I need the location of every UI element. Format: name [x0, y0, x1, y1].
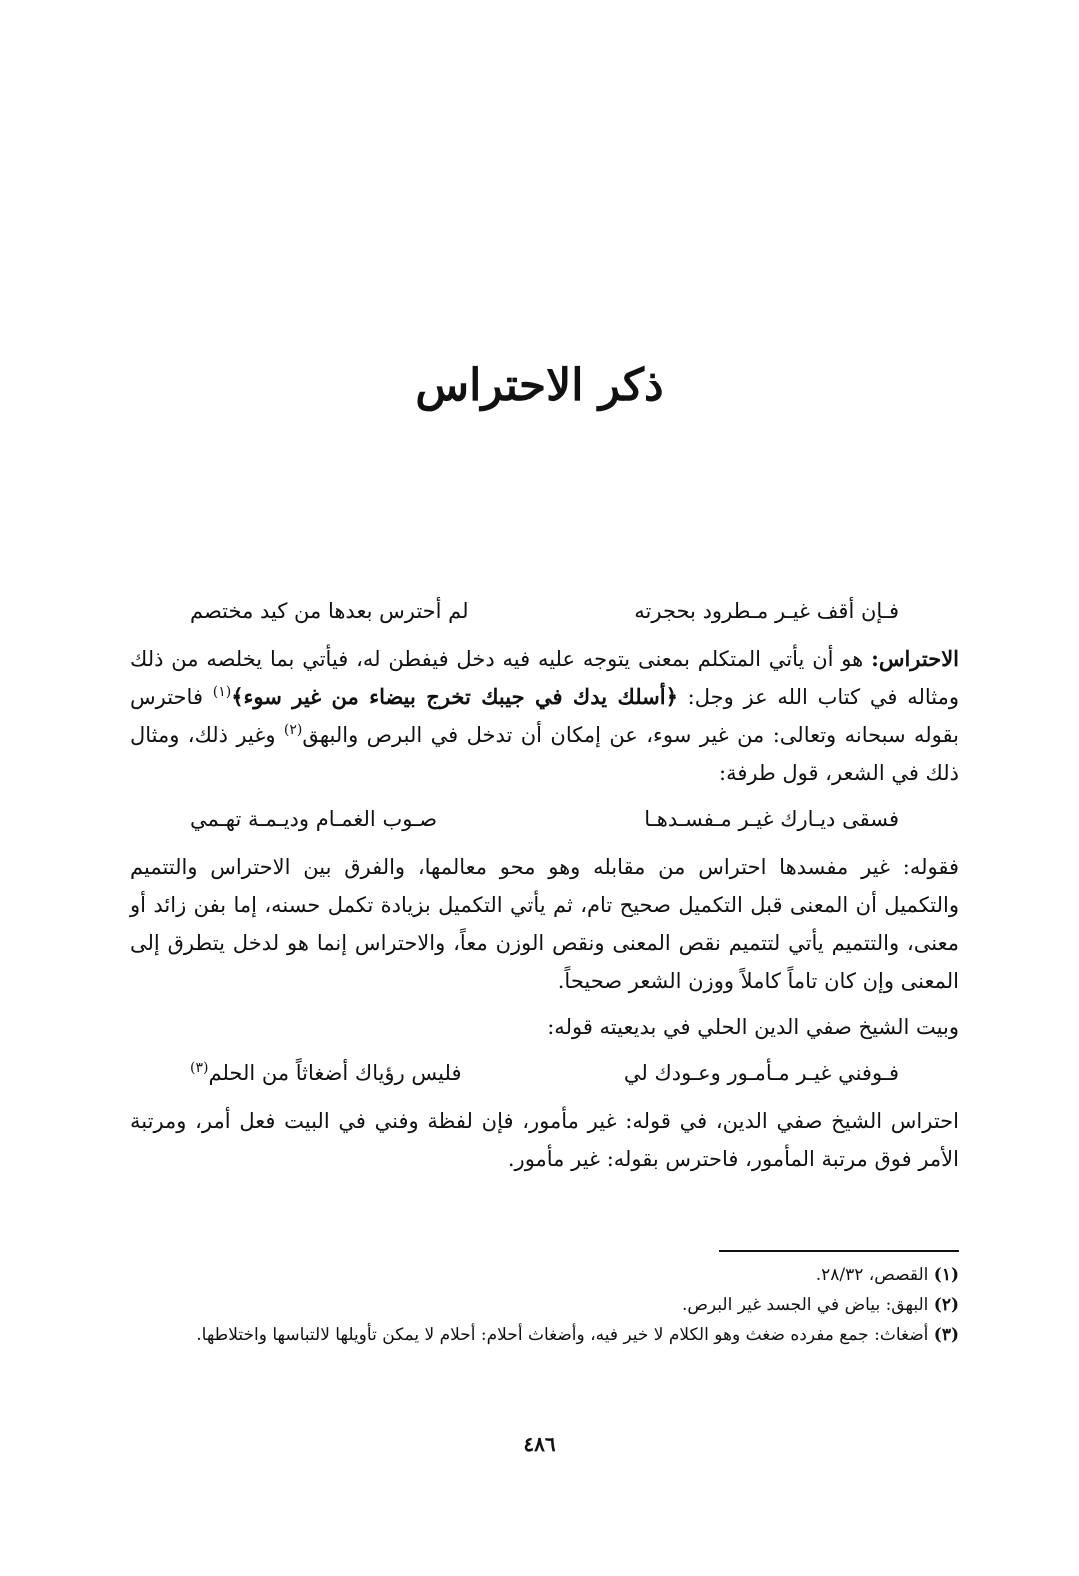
main-text — [130, 588, 959, 1186]
verse-1-hemistich-2: لم أحترس بعدها من كيد مختصم — [190, 599, 469, 623]
footnote-2 — [135, 1290, 959, 1320]
footnote-2-number: (٢) — [933, 1295, 959, 1315]
verse-3 — [130, 1054, 959, 1092]
footnote-3 — [135, 1320, 959, 1350]
verse-1 — [130, 592, 959, 630]
footnotes — [135, 1260, 959, 1350]
verse-3-hemistich-1: فـوفني غيـر مـأمـور وعـودك لي — [623, 1061, 899, 1085]
paragraph-4: احتراس الشيخ صفي الدين، في قوله: غير مأمور، فإن لفظة وفني في البيت فعل أمر، ومرتبة الأمر فوق مرتبة المأمور، فاحترس بقوله: غير مأمور. — [130, 1109, 959, 1171]
footnote-3-text: أضغاث: جمع مفرده ضغث وهو الكلام لا خير فيه، وأضغاث أحلام: أحلام لا يمكن تأويلها لالتباسها واختلاطها. — [196, 1325, 934, 1345]
footnote-1-number: (١) — [933, 1265, 959, 1285]
footnote-ref-3: (٣) — [190, 1060, 209, 1076]
footnote-1 — [135, 1260, 959, 1290]
chapter-title: ذكر الاحتراس — [415, 360, 664, 411]
paragraph-1-text-3: وغير ذلك، ومثال ذلك في الشعر، قول طرفة: — [130, 723, 959, 785]
page-number: ٤٨٦ — [523, 1432, 556, 1456]
paragraph-1-text-1: هو أن يأتي المتكلم بمعنى يتوجه عليه فيه دخل فيفطن له، فيأتي بما يخلصه من ذلك ومثاله في كتاب الله عز وجل: — [130, 647, 959, 709]
paragraph-1 — [130, 640, 959, 792]
verse-3-hemistich-2: فليس رؤياك أضغاثاً من الحلم — [208, 1061, 462, 1085]
footnote-divider — [719, 1250, 959, 1252]
footnote-ref-2: (٢) — [283, 722, 303, 738]
verse-1-hemistich-1: فـإن أقف غيـر مـطرود بحجرته — [634, 599, 899, 623]
verse-2-hemistich-1: فسقى ديـارك غيـر مـفسـدهـا — [644, 807, 899, 831]
footnote-3-number: (٣) — [933, 1325, 959, 1345]
footnote-1-text: القصص، ٢٨/٣٢. — [815, 1265, 934, 1285]
verse-2 — [130, 800, 959, 838]
paragraph-1-text-2: فاحترس بقوله سبحانه وتعالى: من غير سوء، عن إمكان أن تدخل في البرص والبهق — [130, 685, 959, 747]
quran-quote: ﴿أسلك يدك في جيبك تخرج بيضاء من غير سوء﴾ — [231, 684, 678, 709]
verse-3-hemistich-2-wrap — [190, 1054, 462, 1092]
paragraph-1-lead: الاحتراس: — [871, 646, 959, 671]
footnote-2-text: البهق: بياض في الجسد غير البرص. — [681, 1295, 934, 1315]
paragraph-3: وبيت الشيخ صفي الدين الحلي في بديعيته قوله: — [547, 1015, 959, 1039]
paragraph-2: فقوله: غير مفسدها احتراس من مقابله وهو محو معالمها، والفرق بين الاحتراس والتتميم والتكميل أن المعنى قبل التكميل صحيح تام، ثم يأتي التكميل بزيادة تكمل حسنه، إما بفن زائد أو معنى، والتتميم يأتي لتتميم نقص المعنى ونقص الوزن معاً، والاحتراس إنما هو لدخل يتطرق إلى المعنى وإن كان تاماً كاملاً ووزن الشعر صحيحاً. — [130, 855, 959, 993]
verse-2-hemistich-2: صـوب الغمـام وديـمـة تهـمي — [190, 807, 438, 831]
footnote-ref-1: (١) — [212, 684, 232, 700]
